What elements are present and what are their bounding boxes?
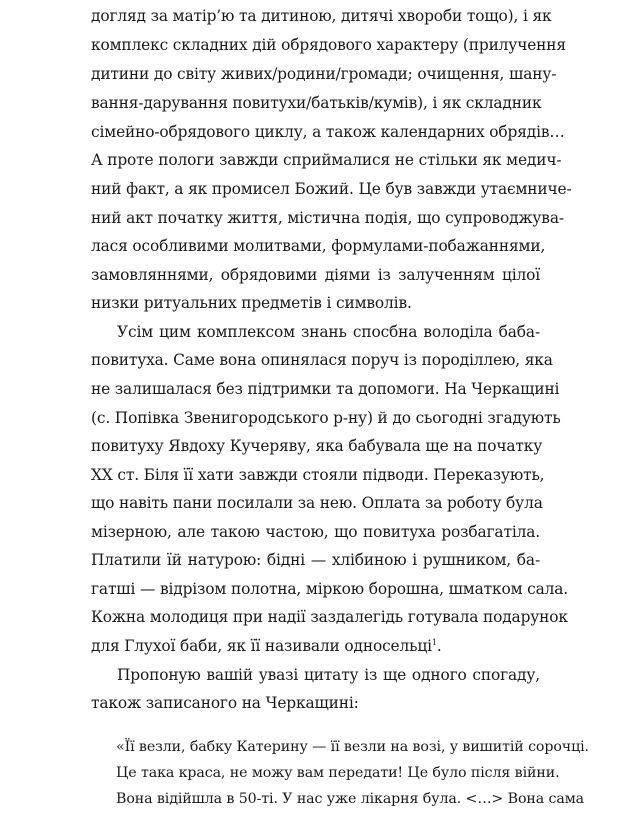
text-line: вання-дарування повитухи/батьків/кумів), і як складник — [91, 94, 542, 112]
text-line: догляд за матір’ю та дитиною, дитячі хвороби тощо), і як — [91, 7, 552, 25]
text-line: дитини до світу живих/родини/громади; очищення, шану- — [91, 65, 557, 83]
text-line-content: для Глухої баби, як її називали односельці — [91, 637, 432, 655]
text-line: для Глухої баби, як її називали односельці$^1$. — [91, 637, 442, 655]
text-line: Кожна молодиця при надії заздалегідь готувала подарунок — [91, 608, 568, 626]
text-line: що навіть пани посилали за нею. Оплата за роботу була — [91, 494, 543, 512]
text-line: повитуху Явдоху Кучеряву, яка бабувала ще на початку — [91, 437, 543, 455]
quote-line: Вона відійшла в 50-ті. У нас уже лікарня була. <…> Вона сама — [116, 791, 585, 807]
text-line: сімейно-обрядового циклу, а також календарних обрядів… — [91, 123, 565, 141]
text-line: замовляннями, обрядовими діями із залученням цілої — [91, 266, 540, 284]
text-line: ний факт, а як промисел Божий. Це був завжди утаємниче- — [91, 180, 572, 198]
quote-line: Це така краса, не можу вам передати! Це було після війни. — [116, 765, 560, 781]
paragraph-first-line: Усім цим комплексом знань спосбна володіла баба- — [117, 323, 540, 341]
quote-line: «Її везли, бабку Катерину — її везли на возі, у вишитій сорочці. — [116, 739, 589, 755]
text-line: гатші — відрізом полотна, міркою борошна, шматком сала. — [91, 580, 569, 598]
text-line: не залишалася без підтримки та допомоги. На Черкащині — [91, 380, 560, 398]
footnote-marker: 1 — [431, 637, 437, 647]
text-line: (с. Попівка Звенигородського р-ну) й до сьогодні згадують — [91, 409, 561, 427]
text-line: лася особливими молитвами, формулами-побажаннями, — [91, 237, 546, 255]
text-line: А проте пологи завжди сприймалися не стільки як медич- — [91, 151, 562, 169]
text-line: комплекс складних дій обрядового характеру (прилучення — [91, 36, 566, 54]
text-line: ХХ ст. Біля її хати завжди стояли підводи. Переказують, — [91, 466, 545, 484]
text-line: повитуха. Саме вона опинялася поруч із породіллею, яка — [91, 351, 553, 369]
text-line: ний акт початку життя, містична подія, що супроводжува- — [91, 209, 564, 227]
text-line: Платили їй натурою: бідні — хлібиною і рушником, ба- — [91, 551, 540, 569]
text-line: мізерною, але такою частою, що повитуха розбагатіла. — [91, 523, 540, 541]
text-line: низки ритуальних предметів і символів. — [91, 294, 412, 312]
text-line: також записаного на Черкащині: — [91, 694, 359, 712]
paragraph-first-line: Пропоную вашій увазі цитату із ще одного спогаду, — [117, 666, 540, 684]
